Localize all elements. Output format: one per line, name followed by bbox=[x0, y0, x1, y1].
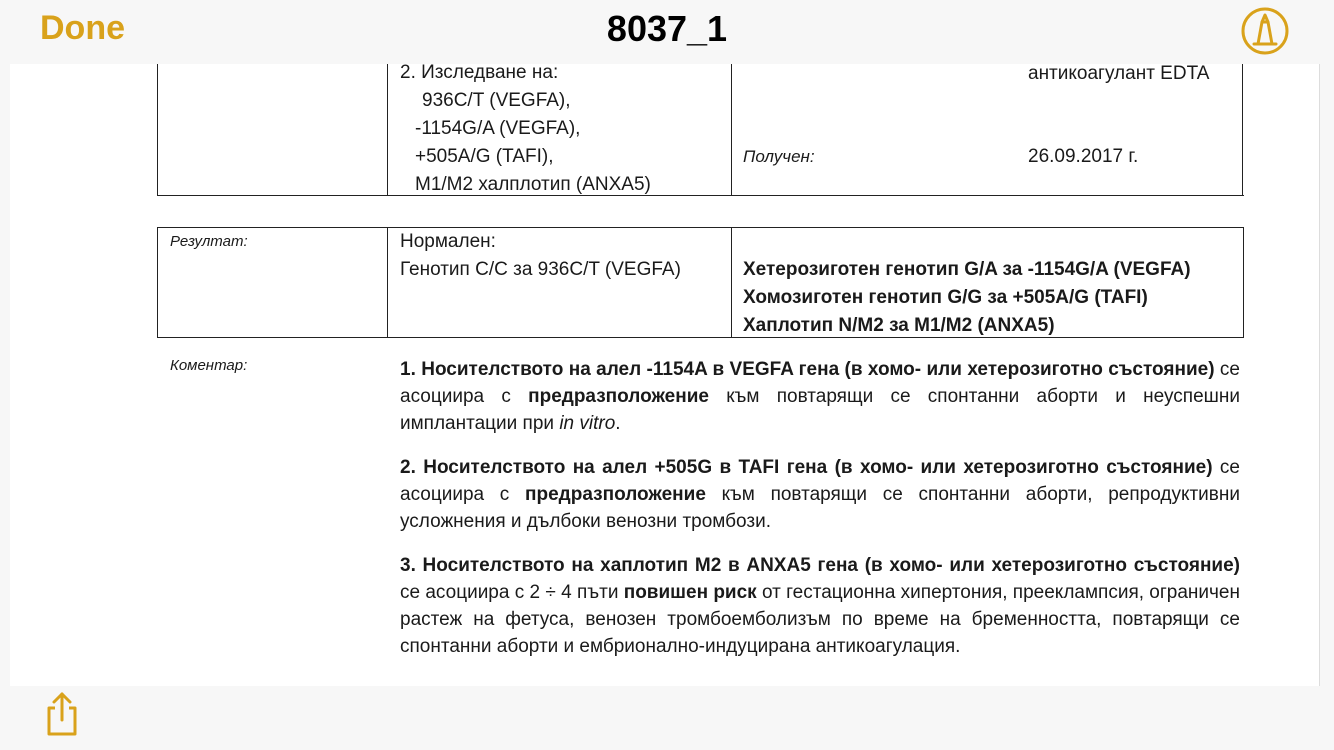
bottom-toolbar bbox=[0, 686, 1334, 750]
finding: Хаплотип N/M2 за M1/M2 (ANXA5) bbox=[743, 315, 1055, 336]
test-line: 2. Изследване на: bbox=[400, 64, 559, 83]
anticoagulant-text: антикоагулант EDTA bbox=[1028, 64, 1210, 84]
test-line: M1/M2 халплотип (ANXA5) bbox=[415, 174, 651, 195]
test-line: +505A/G (TAFI), bbox=[415, 146, 554, 167]
received-date: 26.09.2017 г. bbox=[1028, 146, 1139, 167]
normal-genotype: Генотип C/C за 936C/T (VEGFA) bbox=[400, 259, 681, 280]
markup-pen-icon[interactable] bbox=[1240, 6, 1290, 56]
done-button[interactable]: Done bbox=[40, 9, 125, 47]
comment-label: Коментар: bbox=[170, 357, 248, 374]
comment-paragraph-3: 3. Носителството на хаплотип M2 в ANXA5 гена (в хомо- или хетерозиготно състояние) се асоциира с 2 ÷ 4 пъти повишен риск от гестационна хипертония, прееклампсия, ограничен растеж на фетуса, венозен тромбоемболизъм по време на бременността, повтарящи се спонтанни аборти и ембрионално-индуцирана антикоагулация. bbox=[400, 555, 1240, 657]
test-line: 936C/T (VEGFA), bbox=[422, 90, 571, 111]
finding: Хомозиготен генотип G/G за +505A/G (TAFI) bbox=[743, 287, 1148, 308]
normal-heading: Нормален: bbox=[400, 231, 496, 252]
document-title: 8037_1 bbox=[606, 8, 728, 49]
result-label: Резултат: bbox=[170, 233, 248, 250]
document-page bbox=[10, 64, 1320, 686]
finding: Хетерозиготен генотип G/A за -1154G/A (VEGFA) bbox=[743, 259, 1191, 280]
comment-paragraph-1: 1. Носителството на алел -1154A в VEGFA гена (в хомо- или хетерозиготно състояние) се асоциира с предразположение към повтарящи се спонтанни аборти и неуспешни имплантации при in vitro. bbox=[400, 359, 1240, 434]
comment-paragraph-2: 2. Носителството на алел +505G в TAFI гена (в хомо- или хетерозиготно състояние) се асоциира с предразположение към повтарящи се спонтанни аборти, репродуктивни усложнения и дълбоки венозни тромбози. bbox=[400, 457, 1240, 532]
received-label: Получен: bbox=[743, 147, 815, 166]
test-line: -1154G/A (VEGFA), bbox=[415, 118, 581, 139]
share-icon[interactable] bbox=[42, 690, 82, 738]
